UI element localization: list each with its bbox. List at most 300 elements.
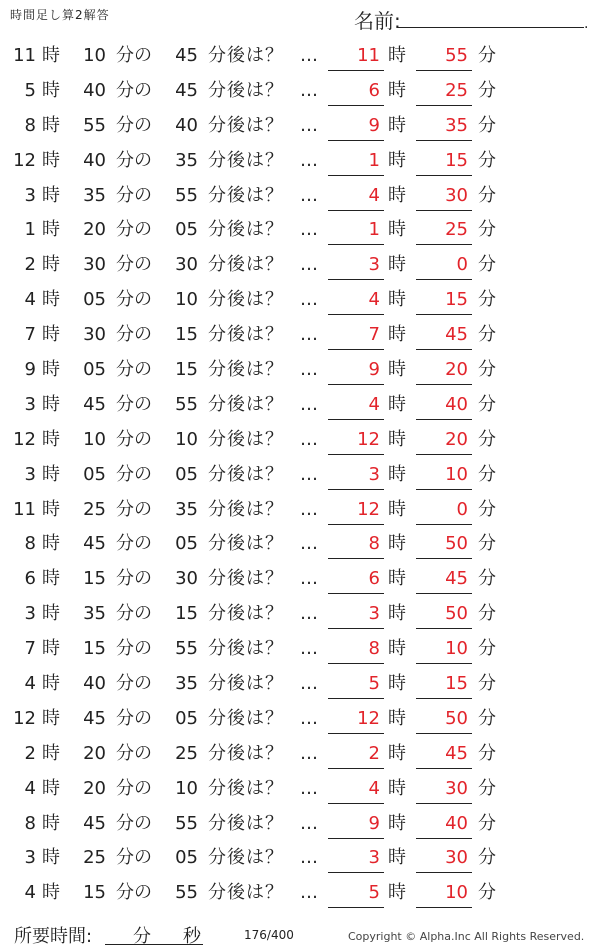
- problem-row: [0, 806, 600, 841]
- answer-hour-underline: [328, 698, 384, 699]
- minutes-after-label: 分後は？: [208, 673, 284, 695]
- minutes-after-label: 分後は？: [208, 742, 284, 764]
- start-hour: 8: [24, 812, 36, 834]
- minute-label: 分: [478, 219, 496, 241]
- added-minutes: 45: [175, 45, 198, 66]
- answer-hour: 12: [357, 707, 380, 729]
- hour-label: 時: [42, 847, 60, 869]
- hour-label: 時: [42, 184, 60, 206]
- hour-label: 時: [42, 638, 60, 660]
- copyright-text: Copyright © Alpha.Inc All Rights Reserved.: [348, 930, 585, 943]
- worksheet-title: 時間足し算2解答: [10, 8, 110, 22]
- problem-row: [0, 387, 600, 422]
- answer-hour: 12: [357, 428, 380, 450]
- added-minutes: 30: [175, 568, 198, 590]
- minutes-after-label: 分後は？: [208, 45, 284, 66]
- start-minute: 45: [83, 393, 106, 415]
- answer-hour-underline: [328, 803, 384, 804]
- answer-hour: 3: [368, 603, 380, 625]
- minutes-after-label: 分後は？: [208, 428, 284, 450]
- minutes-after-label: 分後は？: [208, 324, 284, 346]
- minutes-after-label: 分後は？: [208, 219, 284, 241]
- minute-of-label: 分の: [116, 184, 152, 206]
- problem-list: [0, 38, 600, 910]
- hour-label: 時: [388, 742, 406, 764]
- hour-label: 時: [388, 638, 406, 660]
- answer-minute: 0: [456, 254, 468, 276]
- minute-of-label: 分の: [116, 393, 152, 415]
- start-minute: 40: [83, 673, 106, 695]
- answer-hour: 5: [368, 882, 380, 904]
- answer-hour-underline: [328, 70, 384, 71]
- minute-of-label: 分の: [116, 219, 152, 241]
- minutes-after-label: 分後は？: [208, 777, 284, 799]
- answer-hour: 6: [368, 568, 380, 590]
- answer-hour-underline: [328, 489, 384, 490]
- ellipsis: …: [300, 603, 318, 625]
- ellipsis: …: [300, 393, 318, 415]
- minute-label: 分: [478, 568, 496, 590]
- problem-row: [0, 771, 600, 806]
- start-hour: 7: [24, 324, 36, 346]
- answer-hour-underline: [328, 907, 384, 908]
- minute-label: 分: [478, 359, 496, 381]
- start-hour: 2: [24, 742, 36, 764]
- ellipsis: …: [300, 428, 318, 450]
- page-number: 176/400: [244, 928, 294, 942]
- answer-minute: 10: [445, 463, 468, 485]
- answer-hour-underline: [328, 628, 384, 629]
- answer-hour-underline: [328, 524, 384, 525]
- added-minutes: 10: [175, 289, 198, 311]
- required-second-label: 秒: [183, 926, 201, 947]
- answer-hour-underline: [328, 349, 384, 350]
- added-minutes: 05: [175, 463, 198, 485]
- answer-hour: 8: [368, 533, 380, 555]
- start-hour: 3: [24, 184, 36, 206]
- minute-of-label: 分の: [116, 777, 152, 799]
- hour-label: 時: [388, 568, 406, 590]
- added-minutes: 55: [175, 393, 198, 415]
- minute-label: 分: [478, 533, 496, 555]
- answer-minute-underline: [416, 384, 472, 385]
- answer-hour: 8: [368, 638, 380, 660]
- start-minute: 55: [83, 114, 106, 136]
- added-minutes: 15: [175, 324, 198, 346]
- hour-label: 時: [388, 114, 406, 136]
- added-minutes: 55: [175, 184, 198, 206]
- problem-row: [0, 875, 600, 910]
- hour-label: 時: [388, 777, 406, 799]
- added-minutes: 05: [175, 847, 198, 869]
- minute-of-label: 分の: [116, 359, 152, 381]
- answer-minute: 40: [445, 393, 468, 415]
- hour-label: 時: [388, 603, 406, 625]
- minute-of-label: 分の: [116, 114, 152, 136]
- minute-label: 分: [478, 882, 496, 904]
- answer-minute-underline: [416, 698, 472, 699]
- minute-label: 分: [478, 673, 496, 695]
- answer-minute-underline: [416, 314, 472, 315]
- minute-of-label: 分の: [116, 707, 152, 729]
- minutes-after-label: 分後は？: [208, 603, 284, 625]
- minute-label: 分: [478, 812, 496, 834]
- answer-minute-underline: [416, 733, 472, 734]
- ellipsis: …: [300, 114, 318, 136]
- problem-row: [0, 143, 600, 178]
- minutes-after-label: 分後は？: [208, 463, 284, 485]
- minutes-after-label: 分後は？: [208, 707, 284, 729]
- start-minute: 15: [83, 568, 106, 590]
- start-hour: 7: [24, 638, 36, 660]
- ellipsis: …: [300, 79, 318, 101]
- name-field-line: [398, 27, 584, 28]
- answer-minute-underline: [416, 907, 472, 908]
- answer-minute: 45: [445, 324, 468, 346]
- answer-hour: 4: [368, 184, 380, 206]
- minutes-after-label: 分後は？: [208, 847, 284, 869]
- answer-minute: 0: [456, 498, 468, 520]
- start-minute: 45: [83, 812, 106, 834]
- minutes-after-label: 分後は？: [208, 498, 284, 520]
- problem-row: [0, 212, 600, 247]
- answer-hour: 4: [368, 289, 380, 311]
- minute-of-label: 分の: [116, 428, 152, 450]
- start-hour: 4: [24, 777, 36, 799]
- answer-minute: 55: [445, 45, 468, 66]
- answer-minute: 50: [445, 533, 468, 555]
- start-minute: 15: [83, 638, 106, 660]
- answer-minute-underline: [416, 768, 472, 769]
- minute-of-label: 分の: [116, 289, 152, 311]
- hour-label: 時: [42, 603, 60, 625]
- start-hour: 3: [24, 603, 36, 625]
- answer-hour-underline: [328, 384, 384, 385]
- ellipsis: …: [300, 463, 318, 485]
- hour-label: 時: [42, 219, 60, 241]
- start-minute: 20: [83, 777, 106, 799]
- minutes-after-label: 分後は？: [208, 359, 284, 381]
- problem-row: [0, 526, 600, 561]
- minutes-after-label: 分後は？: [208, 638, 284, 660]
- ellipsis: …: [300, 149, 318, 171]
- answer-hour-underline: [328, 279, 384, 280]
- minute-label: 分: [478, 324, 496, 346]
- hour-label: 時: [42, 777, 60, 799]
- minute-of-label: 分の: [116, 254, 152, 276]
- answer-minute-underline: [416, 838, 472, 839]
- added-minutes: 30: [175, 254, 198, 276]
- added-minutes: 05: [175, 219, 198, 241]
- hour-label: 時: [42, 568, 60, 590]
- answer-minute: 10: [445, 882, 468, 904]
- start-minute: 10: [83, 428, 106, 450]
- ellipsis: …: [300, 184, 318, 206]
- minutes-after-label: 分後は？: [208, 289, 284, 311]
- start-hour: 4: [24, 673, 36, 695]
- answer-hour: 1: [368, 219, 380, 241]
- answer-minute-underline: [416, 489, 472, 490]
- required-time-label: 所要時間:: [14, 926, 93, 947]
- start-hour: 3: [24, 463, 36, 485]
- start-minute: 05: [83, 359, 106, 381]
- start-minute: 35: [83, 184, 106, 206]
- hour-label: 時: [388, 812, 406, 834]
- answer-minute-underline: [416, 593, 472, 594]
- answer-hour-underline: [328, 314, 384, 315]
- ellipsis: …: [300, 638, 318, 660]
- problem-row: [0, 317, 600, 352]
- hour-label: 時: [42, 812, 60, 834]
- answer-minute: 45: [445, 568, 468, 590]
- hour-label: 時: [42, 742, 60, 764]
- added-minutes: 55: [175, 812, 198, 834]
- ellipsis: …: [300, 882, 318, 904]
- answer-minute-underline: [416, 140, 472, 141]
- added-minutes: 05: [175, 707, 198, 729]
- answer-minute: 45: [445, 742, 468, 764]
- minute-of-label: 分の: [116, 742, 152, 764]
- answer-minute: 25: [445, 79, 468, 101]
- minute-of-label: 分の: [116, 324, 152, 346]
- minute-label: 分: [478, 603, 496, 625]
- start-minute: 15: [83, 882, 106, 904]
- answer-minute: 30: [445, 847, 468, 869]
- minute-of-label: 分の: [116, 533, 152, 555]
- footer: [0, 918, 600, 949]
- answer-hour: 12: [357, 498, 380, 520]
- answer-minute: 30: [445, 184, 468, 206]
- start-minute: 25: [83, 498, 106, 520]
- answer-minute: 15: [445, 289, 468, 311]
- ellipsis: …: [300, 359, 318, 381]
- hour-label: 時: [42, 324, 60, 346]
- minute-label: 分: [478, 289, 496, 311]
- start-minute: 20: [83, 219, 106, 241]
- answer-minute-underline: [416, 349, 472, 350]
- answer-minute: 20: [445, 428, 468, 450]
- start-minute: 20: [83, 742, 106, 764]
- added-minutes: 35: [175, 149, 198, 171]
- ellipsis: …: [300, 533, 318, 555]
- minutes-after-label: 分後は？: [208, 149, 284, 171]
- answer-minute-underline: [416, 419, 472, 420]
- answer-minute-underline: [416, 803, 472, 804]
- minute-label: 分: [478, 707, 496, 729]
- start-hour: 3: [24, 393, 36, 415]
- answer-hour: 3: [368, 254, 380, 276]
- answer-hour: 2: [368, 742, 380, 764]
- added-minutes: 05: [175, 533, 198, 555]
- minute-label: 分: [478, 428, 496, 450]
- hour-label: 時: [388, 79, 406, 101]
- hour-label: 時: [388, 393, 406, 415]
- start-minute: 30: [83, 324, 106, 346]
- start-hour: 4: [24, 289, 36, 311]
- answer-hour-underline: [328, 105, 384, 106]
- minute-of-label: 分の: [116, 673, 152, 695]
- added-minutes: 10: [175, 428, 198, 450]
- answer-minute: 15: [445, 673, 468, 695]
- problem-row: [0, 352, 600, 387]
- minute-label: 分: [478, 45, 496, 66]
- answer-minute: 50: [445, 707, 468, 729]
- hour-label: 時: [388, 428, 406, 450]
- answer-hour-underline: [328, 244, 384, 245]
- problem-row: [0, 422, 600, 457]
- start-minute: 35: [83, 603, 106, 625]
- hour-label: 時: [42, 707, 60, 729]
- hour-label: 時: [388, 149, 406, 171]
- minute-label: 分: [478, 742, 496, 764]
- required-minute-label: 分: [133, 926, 151, 947]
- start-hour: 4: [24, 882, 36, 904]
- hour-label: 時: [42, 149, 60, 171]
- minutes-after-label: 分後は？: [208, 812, 284, 834]
- answer-hour-underline: [328, 558, 384, 559]
- answer-hour: 3: [368, 463, 380, 485]
- minute-label: 分: [478, 79, 496, 101]
- answer-minute-underline: [416, 70, 472, 71]
- ellipsis: …: [300, 254, 318, 276]
- name-period: .: [584, 16, 589, 32]
- answer-hour-underline: [328, 140, 384, 141]
- answer-minute-underline: [416, 454, 472, 455]
- start-hour: 3: [24, 847, 36, 869]
- start-minute: 45: [83, 707, 106, 729]
- start-hour: 9: [24, 359, 36, 381]
- answer-hour: 4: [368, 393, 380, 415]
- answer-minute-underline: [416, 279, 472, 280]
- start-minute: 05: [83, 289, 106, 311]
- answer-minute-underline: [416, 628, 472, 629]
- problem-row: [0, 38, 600, 73]
- minutes-after-label: 分後は？: [208, 568, 284, 590]
- answer-minute-underline: [416, 663, 472, 664]
- hour-label: 時: [388, 45, 406, 66]
- answer-minute: 50: [445, 603, 468, 625]
- answer-minute-underline: [416, 524, 472, 525]
- ellipsis: …: [300, 219, 318, 241]
- start-hour: 12: [13, 428, 36, 450]
- ellipsis: …: [300, 568, 318, 590]
- hour-label: 時: [388, 219, 406, 241]
- minutes-after-label: 分後は？: [208, 184, 284, 206]
- hour-label: 時: [42, 428, 60, 450]
- minutes-after-label: 分後は？: [208, 882, 284, 904]
- answer-minute: 10: [445, 638, 468, 660]
- minute-of-label: 分の: [116, 568, 152, 590]
- added-minutes: 40: [175, 114, 198, 136]
- hour-label: 時: [388, 184, 406, 206]
- answer-hour: 5: [368, 673, 380, 695]
- answer-hour: 6: [368, 79, 380, 101]
- minute-label: 分: [478, 638, 496, 660]
- problem-row: [0, 178, 600, 213]
- start-minute: 45: [83, 533, 106, 555]
- minute-label: 分: [478, 149, 496, 171]
- problem-row: [0, 840, 600, 875]
- minute-of-label: 分の: [116, 463, 152, 485]
- problem-row: [0, 736, 600, 771]
- hour-label: 時: [388, 707, 406, 729]
- minute-of-label: 分の: [116, 812, 152, 834]
- answer-minute-underline: [416, 210, 472, 211]
- hour-label: 時: [42, 393, 60, 415]
- answer-hour: 9: [368, 812, 380, 834]
- minute-of-label: 分の: [116, 498, 152, 520]
- added-minutes: 55: [175, 882, 198, 904]
- minute-label: 分: [478, 463, 496, 485]
- answer-hour-underline: [328, 175, 384, 176]
- start-hour: 2: [24, 254, 36, 276]
- answer-minute-underline: [416, 872, 472, 873]
- start-hour: 11: [13, 498, 36, 520]
- ellipsis: …: [300, 847, 318, 869]
- problem-row: [0, 596, 600, 631]
- answer-minute-underline: [416, 244, 472, 245]
- answer-hour: 4: [368, 777, 380, 799]
- answer-hour-underline: [328, 733, 384, 734]
- answer-hour-underline: [328, 419, 384, 420]
- minute-label: 分: [478, 777, 496, 799]
- ellipsis: …: [300, 812, 318, 834]
- added-minutes: 35: [175, 673, 198, 695]
- minutes-after-label: 分後は？: [208, 79, 284, 101]
- problem-row: [0, 457, 600, 492]
- answer-hour-underline: [328, 210, 384, 211]
- ellipsis: …: [300, 707, 318, 729]
- hour-label: 時: [42, 359, 60, 381]
- problem-row: [0, 631, 600, 666]
- start-hour: 6: [24, 568, 36, 590]
- ellipsis: …: [300, 324, 318, 346]
- minute-of-label: 分の: [116, 638, 152, 660]
- answer-minute-underline: [416, 175, 472, 176]
- answer-hour: 11: [357, 45, 380, 66]
- answer-minute: 30: [445, 777, 468, 799]
- hour-label: 時: [388, 289, 406, 311]
- added-minutes: 15: [175, 603, 198, 625]
- hour-label: 時: [388, 533, 406, 555]
- problem-row: [0, 701, 600, 736]
- ellipsis: …: [300, 742, 318, 764]
- start-minute: 40: [83, 149, 106, 171]
- minute-of-label: 分の: [116, 847, 152, 869]
- added-minutes: 25: [175, 742, 198, 764]
- name-label: 名前:: [354, 9, 401, 33]
- answer-minute-underline: [416, 558, 472, 559]
- minute-label: 分: [478, 254, 496, 276]
- added-minutes: 55: [175, 638, 198, 660]
- minute-label: 分: [478, 847, 496, 869]
- problem-row: [0, 561, 600, 596]
- answer-hour-underline: [328, 872, 384, 873]
- start-hour: 8: [24, 114, 36, 136]
- answer-hour: 9: [368, 114, 380, 136]
- hour-label: 時: [42, 463, 60, 485]
- answer-minute: 40: [445, 812, 468, 834]
- problem-row: [0, 73, 600, 108]
- minutes-after-label: 分後は？: [208, 533, 284, 555]
- minutes-after-label: 分後は？: [208, 254, 284, 276]
- minute-label: 分: [478, 498, 496, 520]
- answer-hour-underline: [328, 593, 384, 594]
- problem-row: [0, 282, 600, 317]
- start-minute: 10: [83, 45, 106, 66]
- hour-label: 時: [42, 114, 60, 136]
- answer-hour: 9: [368, 359, 380, 381]
